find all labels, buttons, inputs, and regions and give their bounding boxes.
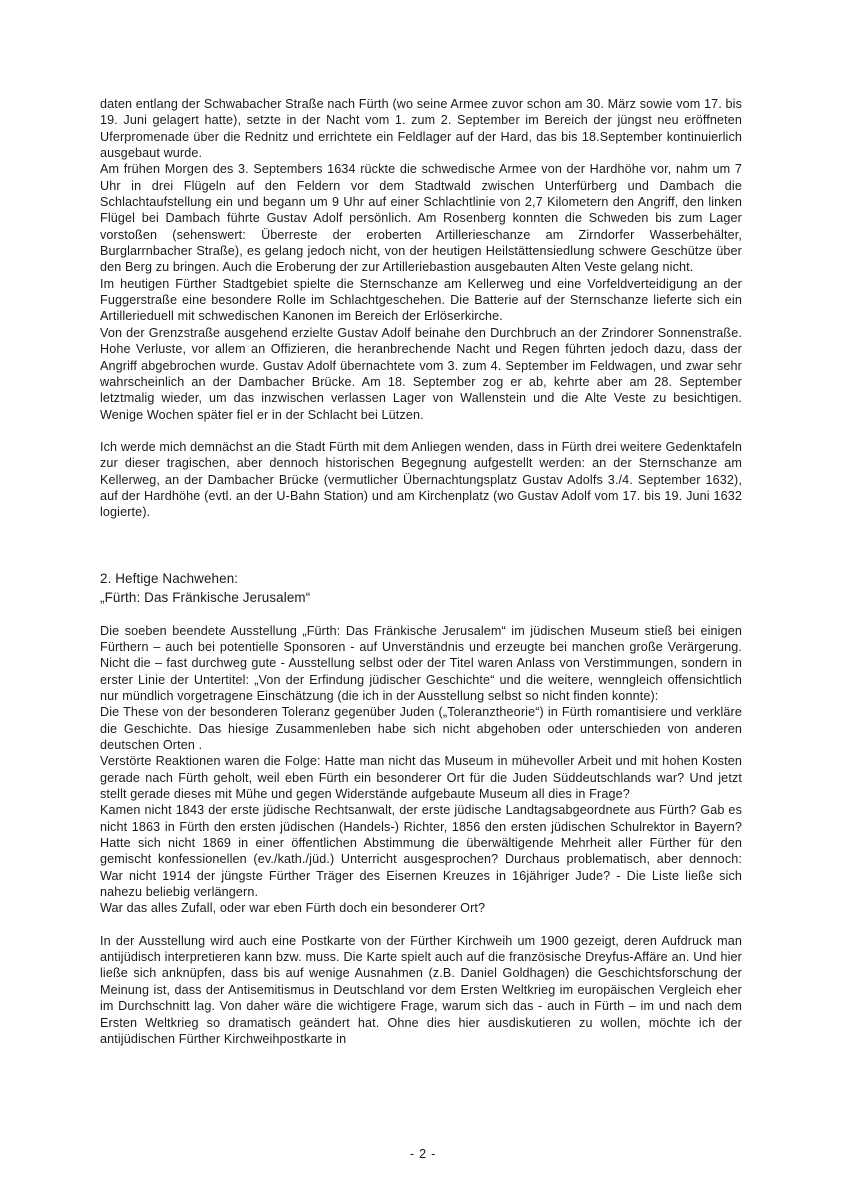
paragraph: Am frühen Morgen des 3. Septembers 1634 rückte die schwedische Armee von der Hardhöhe vor, nahm um 7 Uhr in drei Flügeln auf den Feldern vor dem Stadtwald zwischen Unterfürberg und Dambach die Schlachtaufstellung ein und begann um 9 Uhr auf einer Schlachtlinie von 2,7 Kilometern den Angriff, den linken Flügel bei Dambach führte Gustav Adolf persönlich. Am Rosenberg konnten die Schweden bis zum Lager vorstoßen (sehenswert: Überreste der eroberten Artillerieschanze am Zirndorfer Wasserbehälter, Burglarrnbacher Straße), es gelang jedoch nicht, von der heutigen Heilstättensiedlung schwere Geschütze über den Berg zu bringen. Auch die Eroberung der zur Artilleriebastion ausgebauten Alten Veste gelang nicht.: [100, 162, 742, 275]
section-heading-line1: 2. Heftige Nachwehen:: [100, 570, 239, 586]
paragraph: War das alles Zufall, oder war eben Fürth doch ein besonderer Ort?: [100, 901, 486, 916]
section-heading: [100, 569, 742, 607]
paragraph: Die soeben beendete Ausstellung „Fürth: Das Fränkische Jerusalem“ im jüdischen Museum stieß bei einigen Fürthern – auch bei potentielle Sponsoren - auf Unverständnis und erzeugte bei manchen große Verärgerung. Nicht die – fast durchweg gute - Ausstellung selbst oder der Titel waren Anlass von Verstimmungen, sondern in erster Linie der Untertitel: „Von der Erfindung jüdischer Geschichte“ und die weitere, wenngleich offensichtlich nur mündlich vorgetragene Einschätzung (die ich in der Ausstellung selbst so nicht finden konnte):: [100, 623, 742, 703]
page-number: - 2 -: [409, 1147, 437, 1161]
paragraph: Die These von der besonderen Toleranz gegenüber Juden („Toleranztheorie“) in Fürth romantisiere und verkläre die Geschichte. Das hiesige Zusammenleben habe sich nicht abgehoben oder unterschieden von anderen deutschen Orten .: [100, 705, 742, 752]
paragraph: In der Ausstellung wird auch eine Postkarte von der Fürther Kirchweih um 1900 gezeigt, deren Aufdruck man antijüdisch interpretieren kann bzw. muss. Die Karte spielt auch auf die französische Dreyfus-Affäre an. Und hier ließe sich anknüpfen, dass bis auf wenige Ausnahmen (z.B. Daniel Goldhagen) die Geschichtsforschung der Meinung ist, dass der Antisemitismus in Deutschland vor dem Ersten Weltkrieg im europäischen Vergleich eher im Durchschnitt lag. Von daher wäre die wichtigere Frage, warum sich das - auch in Fürth – im und nach dem Ersten Weltkrieg so dramatisch geändert hat. Ohne dies hier ausdiskutieren zu wollen, möchte ich der antijüdischen Fürther Kirchweihpostkarte in: [100, 933, 742, 1046]
paragraph: Kamen nicht 1843 der erste jüdische Rechtsanwalt, der erste jüdische Landtagsabgeordnete aus Fürth? Gab es nicht 1863 in Fürth den ersten jüdischen (Handels-) Richter, 1856 den ersten jüdischen Schulrektor in Bayern? Hatte sich nicht 1869 in einer öffentlichen Abstimmung die überwältigende Mehrheit aller Fürther für den gemischt konfessionellen (ev./kath./jüd.) Unterricht ausgesprochen? Durchaus problematisch, aber dennoch: War nicht 1914 der jüngste Fürther Träger des Eisernen Kreuzes in 16jähriger Jude? - Die Liste ließe sich nahezu beliebig verlängern.: [100, 803, 742, 900]
paragraph-spacer: [100, 423, 742, 439]
paragraph: Ich werde mich demnächst an die Stadt Fürth mit dem Anliegen wenden, dass in Fürth drei weitere Gedenktafeln zur dieser tragischen, aber dennoch historischen Begegnung aufgestellt werden: an der Sternschanze am Kellerweg, an der Dambacher Brücke (vermutlicher Übernachtungsplatz Gustav Adolfs 3./4. September 1632), auf der Hardhöhe (evtl. an der U-Bahn Station) und am Kirchenplatz (wo Gustav Adolf vom 17. bis 19. Juni 1632 logierte).: [100, 439, 742, 520]
paragraph-spacer: [100, 917, 742, 933]
section-spacer: [100, 521, 742, 569]
paragraph: Von der Grenzstraße ausgehend erzielte Gustav Adolf beinahe den Durchbruch an der Zrindorer Sonnenstraße. Hohe Verluste, vor allem an Offizieren, die heranbrechende Nacht und Regen führten jedoch dazu, dass der Angriff abgebrochen wurde. Gustav Adolf übernachtete vom 3. zum 4. September im Feldwagen, und zwar sehr wahrscheinlich an der Dambacher Brücke. Am 18. September zog er ab, kehrte aber am 28. September letztmalig wieder, um das inzwischen verlassen Lager von Wallenstein und die Alte Veste zu besichtigen. Wenige Wochen später fiel er in der Schlacht bei Lützen.: [100, 325, 742, 422]
paragraph: Im heutigen Fürther Stadtgebiet spielte die Sternschanze am Kellerweg und eine Vorfeldverteidigung an der Fuggerstraße eine besondere Rolle im Schlachtgeschehen. Die Batterie auf der Sternschanze lieferte sich ein Artillerieduell mit schwedischen Kanonen im Bereich der Erlöserkirche.: [100, 276, 742, 324]
paragraph: Verstörte Reaktionen waren die Folge: Hatte man nicht das Museum in mühevoller Arbeit und mit hohen Kosten gerade nach Fürth geholt, weil eben Fürth ein besonderer Ort für die Juden Süddeutschlands war? Und jetzt stellt gerade dieses mit Mühe und gegen Widerstände aufgebaute Museum all dies in Frage?: [100, 754, 742, 802]
heading-spacer: [100, 607, 742, 623]
document-body: [100, 96, 742, 1047]
paragraph: daten entlang der Schwabacher Straße nach Fürth (wo seine Armee zuvor schon am 30. März sowie vom 17. bis 19. Juni gelagert hatte), setzte in der Nacht vom 1. zum 2. September im Bereich der jüngst neu eröffneten Uferpromenade über die Rednitz und errichtete ein Feldlager auf der Hard, das bis 18.September kontinuierlich ausgebaut wurde.: [100, 97, 742, 161]
section-heading-line2: „Fürth: Das Fränkische Jerusalem“: [100, 589, 311, 605]
